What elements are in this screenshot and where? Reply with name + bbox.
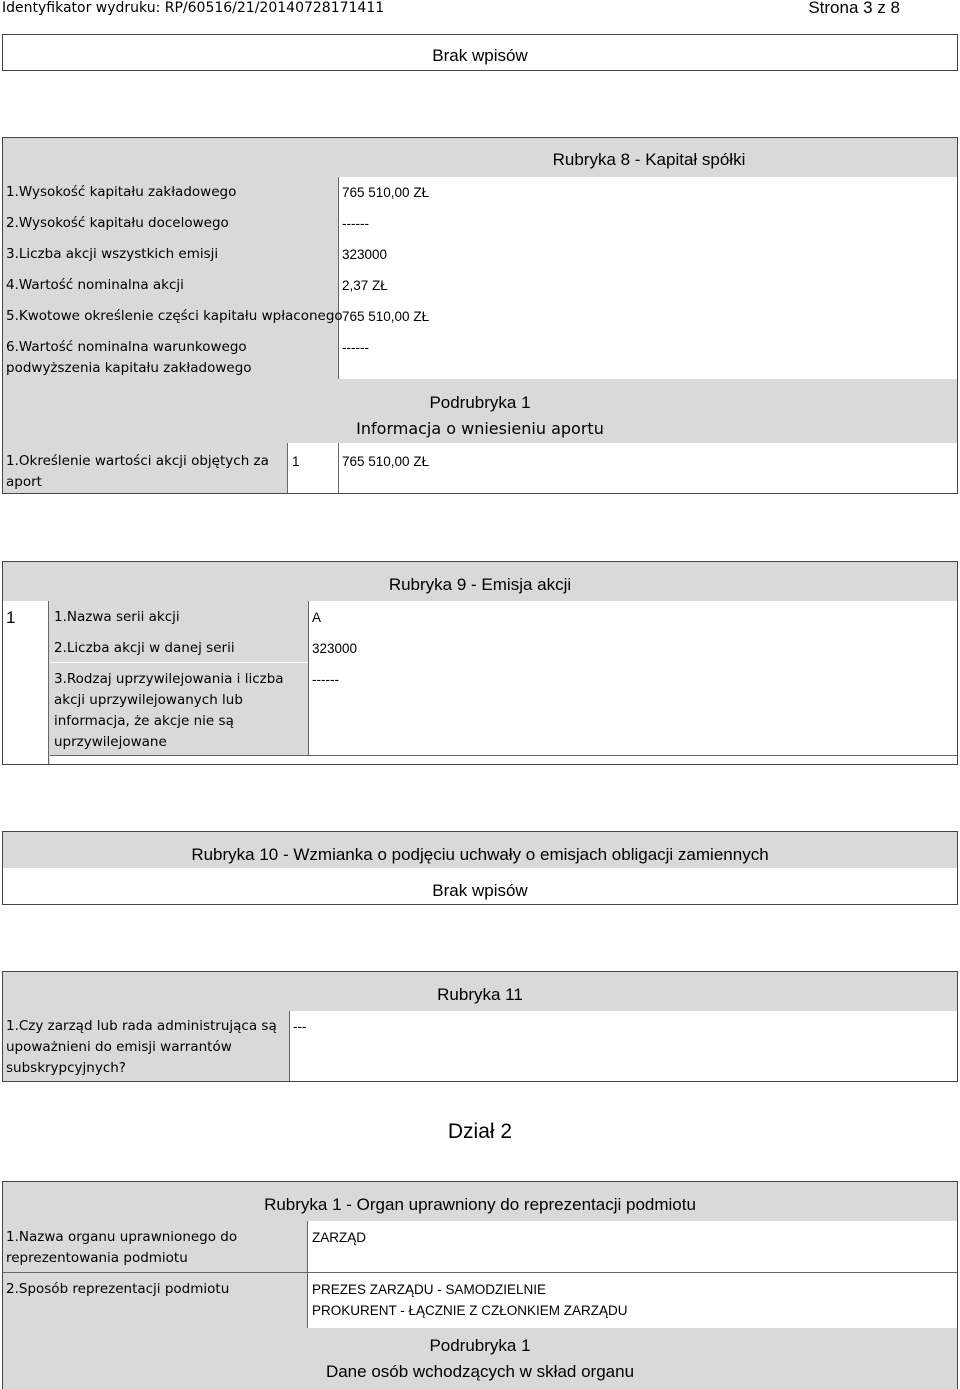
r8-sub-value: 765 510,00 ZŁ — [342, 454, 430, 469]
r8-label-3: 3.Liczba akcji wszystkich emisji — [6, 246, 219, 262]
d2r1-title: Rubryka 1 - Organ uprawniony do reprezentacji podmiotu — [264, 1195, 696, 1214]
r8-value-2: ------ — [342, 216, 369, 231]
empty-notice: Brak wpisów — [432, 46, 528, 65]
r9-value-2: 323000 — [312, 641, 358, 656]
r9-value-3: ------ — [312, 672, 339, 687]
divider — [338, 443, 339, 493]
r8-title: Rubryka 8 - Kapitał spółki — [552, 150, 746, 169]
r11-value: --- — [293, 1019, 307, 1034]
r9-value-1: A — [312, 610, 322, 625]
r8-sub-num: 1 — [292, 454, 300, 469]
d2r1-label-1: 1.Nazwa organu uprawnionego do reprezentowania podmiotu — [6, 1229, 238, 1266]
r8-value-6: ------ — [342, 340, 369, 355]
d2r1-value-2a: PREZES ZARZĄDU - SAMODZIELNIE — [312, 1282, 547, 1297]
r8-label-4: 4.Wartość nominalna akcji — [6, 277, 184, 293]
r8-label-6: 6.Wartość nominalna warunkowego podwyższenia kapitału zakładowego — [6, 339, 252, 376]
r9-label-2: 2.Liczba akcji w danej serii — [54, 640, 235, 656]
dzial-heading: Dział 2 — [447, 1120, 513, 1143]
d2r1-sub-subtitle: Dane osób wchodzących w skład organu — [325, 1362, 635, 1381]
d2r1-label-2: 2.Sposób reprezentacji podmiotu — [6, 1281, 230, 1297]
print-id: Identyfikator wydruku: RP/60516/21/20140728171411 — [2, 0, 385, 16]
r9-label-3: 3.Rodzaj uprzywilejowania i liczba akcji uprzywilejowanych lub informacja, że akcje nie są uprzywilejowane — [54, 671, 284, 750]
r10-title: Rubryka 10 - Wzmianka o podjęciu uchwały o emisjach obligacji zamiennych — [191, 845, 769, 864]
r9-bottom-strip — [50, 755, 957, 764]
divider — [287, 443, 288, 493]
d2r1-value-2b: PROKURENT - ŁĄCZNIE Z CZŁONKIEM ZARZĄDU — [312, 1303, 628, 1318]
d2r1-value-1: ZARZĄD — [312, 1230, 366, 1245]
r8-value-3: 323000 — [342, 247, 388, 262]
d2r1-sub-title: Podrubryka 1 — [429, 1336, 531, 1355]
r8-sub-label: 1.Określenie wartości akcji objętych za aport — [6, 453, 269, 490]
r8-label-5: 5.Kwotowe określenie części kapitału wpłaconego — [6, 308, 343, 324]
divider — [3, 1272, 957, 1273]
page-number: Strona 3 z 8 — [808, 0, 900, 17]
r11-label: 1.Czy zarząd lub rada administrująca są upoważnieni do emisji warrantów subskrypcyjnych? — [6, 1018, 277, 1076]
r9-label-1: 1.Nazwa serii akcji — [54, 609, 180, 625]
r8-sub-subtitle: Informacja o wniesieniu aportu — [356, 419, 604, 438]
r8-value-5: 765 510,00 ZŁ — [342, 309, 430, 324]
r9-values-area — [308, 601, 957, 755]
r8-sub-title: Podrubryka 1 — [429, 393, 531, 412]
r9-title: Rubryka 9 - Emisja akcji — [388, 575, 572, 594]
divider — [338, 177, 339, 379]
r8-values-area — [338, 177, 957, 379]
r10-empty: Brak wpisów — [432, 881, 528, 900]
r9-gap — [50, 662, 308, 663]
r8-label-1: 1.Wysokość kapitału zakładowego — [6, 184, 237, 200]
r11-value-area — [289, 1011, 957, 1081]
r8-value-4: 2,37 ZŁ — [342, 278, 388, 293]
r8-value-1: 765 510,00 ZŁ — [342, 185, 430, 200]
r11-title: Rubryka 11 — [437, 985, 523, 1004]
r8-label-2: 2.Wysokość kapitału docelowego — [6, 215, 229, 231]
r9-num: 1 — [6, 608, 16, 627]
